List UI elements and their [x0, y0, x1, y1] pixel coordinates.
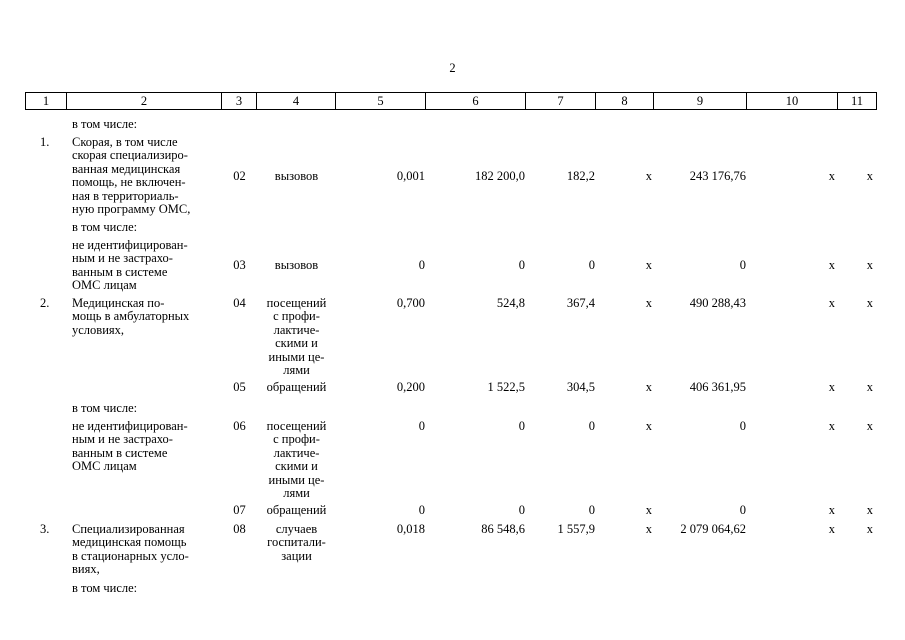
cell-col10: x	[828, 168, 835, 183]
name-line: медицинская помощь	[72, 535, 187, 550]
cell-col5: 0,200	[396, 380, 425, 394]
cell-col10: x	[828, 258, 835, 273]
unit-line: лактиче-	[273, 445, 320, 460]
name-line: ванная медицинская	[72, 161, 181, 176]
row-code: 08	[233, 522, 246, 536]
cell-col5: 0,018	[396, 522, 425, 536]
name-line: не идентифицирован-	[72, 238, 188, 252]
row-unit	[257, 170, 336, 183]
unit-line: лями	[283, 363, 310, 378]
header-cell-1: 1	[25, 92, 67, 110]
cell-col9: 490 288,43	[689, 296, 746, 310]
note-text: в том числе:	[72, 220, 138, 234]
cell-col9: 0	[739, 503, 746, 517]
table-row	[25, 523, 877, 577]
note-text: в том числе:	[72, 117, 138, 131]
cell-col10: x	[828, 503, 835, 517]
row-code: 02	[233, 168, 246, 183]
row-unit	[257, 504, 336, 517]
cell-col11: x	[866, 522, 873, 536]
row-name	[67, 239, 222, 293]
cell-col5: 0	[418, 258, 425, 273]
name-line: ным и не застрахо-	[72, 432, 173, 447]
unit-line: лями	[283, 486, 310, 501]
cell-col6: 86 548,6	[481, 522, 525, 536]
row-number: 3.	[40, 522, 50, 536]
cell-col11: x	[866, 168, 873, 183]
name-line: ванным в системе	[72, 264, 168, 279]
cell-col5: 0,700	[396, 296, 425, 310]
row-code: 04	[233, 296, 246, 310]
unit-line: иными це-	[268, 349, 325, 364]
table-row	[25, 420, 877, 500]
table-row	[25, 239, 877, 293]
name-line: скорая специализиро-	[72, 148, 188, 163]
table-row	[25, 136, 877, 216]
name-line: мощь в амбулаторных	[72, 309, 190, 324]
row-unit	[257, 523, 336, 563]
row-name	[67, 523, 222, 577]
unit-line: иными це-	[268, 472, 325, 487]
cell-col6: 0	[518, 419, 525, 433]
table-row	[25, 504, 877, 517]
row-number: 1.	[40, 135, 50, 149]
unit-line: посещений	[266, 296, 327, 310]
name-line: Скорая, в том числе	[72, 135, 178, 149]
unit-line: скими и	[275, 336, 318, 351]
cell-col6: 0	[518, 258, 525, 273]
row-name	[67, 136, 222, 216]
cell-col7: 0	[588, 258, 595, 273]
row-name	[67, 420, 222, 474]
cell-col5: 0	[418, 419, 425, 433]
cell-col7: 367,4	[566, 296, 595, 310]
cell-col6: 524,8	[496, 296, 525, 310]
cell-col11: x	[866, 503, 873, 517]
unit-line: зации	[281, 548, 312, 563]
unit-line: посещений	[266, 419, 327, 433]
row-unit	[257, 259, 336, 272]
name-line: ную программу ОМС,	[72, 202, 191, 217]
cell-col7: 182,2	[566, 168, 595, 183]
name-line: в стационарных усло-	[72, 548, 189, 563]
cell-col9: 0	[739, 419, 746, 433]
row-unit	[257, 381, 336, 394]
header-cell-2: 2	[67, 92, 222, 110]
header-cell-7: 7	[526, 92, 596, 110]
unit-line: обращений	[266, 380, 327, 394]
cell-col9: 2 079 064,62	[680, 522, 746, 536]
name-line: ОМС лицам	[72, 278, 137, 293]
name-line: ванным в системе	[72, 445, 168, 460]
row-unit	[257, 297, 336, 377]
name-line: не идентифицирован-	[72, 419, 188, 433]
note-text: в том числе:	[72, 401, 138, 415]
cell-col8: x	[645, 419, 652, 433]
cell-col7: 1 557,9	[557, 522, 595, 536]
row-code: 06	[233, 419, 246, 433]
cell-col5: 0,001	[396, 168, 425, 183]
cell-col7: 0	[588, 419, 595, 433]
row-code: 07	[233, 503, 246, 517]
unit-line: госпитали-	[267, 535, 326, 550]
unit-line: с профи-	[273, 432, 320, 447]
cell-col6: 182 200,0	[475, 168, 525, 183]
unit-line: вызовов	[274, 258, 319, 273]
name-line: Медицинская по-	[72, 296, 165, 310]
page-number: 2	[449, 61, 456, 75]
unit-line: обращений	[266, 503, 327, 517]
cell-col5: 0	[418, 503, 425, 517]
cell-col7: 0	[588, 503, 595, 517]
cell-col8: x	[645, 296, 652, 310]
row-number: 2.	[40, 296, 50, 310]
cell-col8: x	[645, 503, 652, 517]
note-text: в том числе:	[72, 581, 138, 595]
cell-col8: x	[645, 258, 652, 273]
row-name	[67, 297, 222, 337]
cell-col8: x	[645, 522, 652, 536]
row-code: 05	[233, 380, 246, 394]
cell-col9: 406 361,95	[689, 380, 746, 394]
cell-col7: 304,5	[566, 380, 595, 394]
unit-line: вызовов	[274, 168, 319, 183]
name-line: помощь, не включен-	[72, 175, 186, 190]
cell-col10: x	[828, 419, 835, 433]
name-line: Специализированная	[72, 522, 185, 536]
table-header	[25, 92, 877, 110]
name-line: виях,	[72, 562, 100, 577]
cell-col10: x	[828, 296, 835, 310]
cell-col11: x	[866, 419, 873, 433]
header-cell-10: 10	[747, 92, 838, 110]
cell-col6: 0	[518, 503, 525, 517]
header-cell-11: 11	[838, 92, 877, 110]
cell-col11: x	[866, 296, 873, 310]
cell-col11: x	[866, 258, 873, 273]
row-unit	[257, 420, 336, 500]
header-cell-3: 3	[222, 92, 257, 110]
unit-line: скими и	[275, 459, 318, 474]
table-row	[25, 297, 877, 377]
cell-col9: 0	[739, 258, 746, 273]
header-cell-5: 5	[336, 92, 426, 110]
name-line: ным и не застрахо-	[72, 251, 173, 266]
cell-col10: x	[828, 522, 835, 536]
cell-col8: x	[645, 380, 652, 394]
cell-col9: 243 176,76	[689, 168, 746, 183]
header-cell-9: 9	[654, 92, 747, 110]
row-code: 03	[233, 258, 246, 273]
table-row	[25, 381, 877, 394]
unit-line: случаев	[275, 522, 318, 536]
unit-line: с профи-	[273, 309, 320, 324]
header-cell-6: 6	[426, 92, 526, 110]
cell-col6: 1 522,5	[487, 380, 525, 394]
cell-col8: x	[645, 168, 652, 183]
cell-col11: x	[866, 380, 873, 394]
name-line: ная в территориаль-	[72, 188, 179, 203]
name-line: условиях,	[72, 322, 125, 337]
cell-col10: x	[828, 380, 835, 394]
header-cell-8: 8	[596, 92, 654, 110]
name-line: ОМС лицам	[72, 459, 137, 474]
unit-line: лактиче-	[273, 322, 320, 337]
header-cell-4: 4	[257, 92, 336, 110]
